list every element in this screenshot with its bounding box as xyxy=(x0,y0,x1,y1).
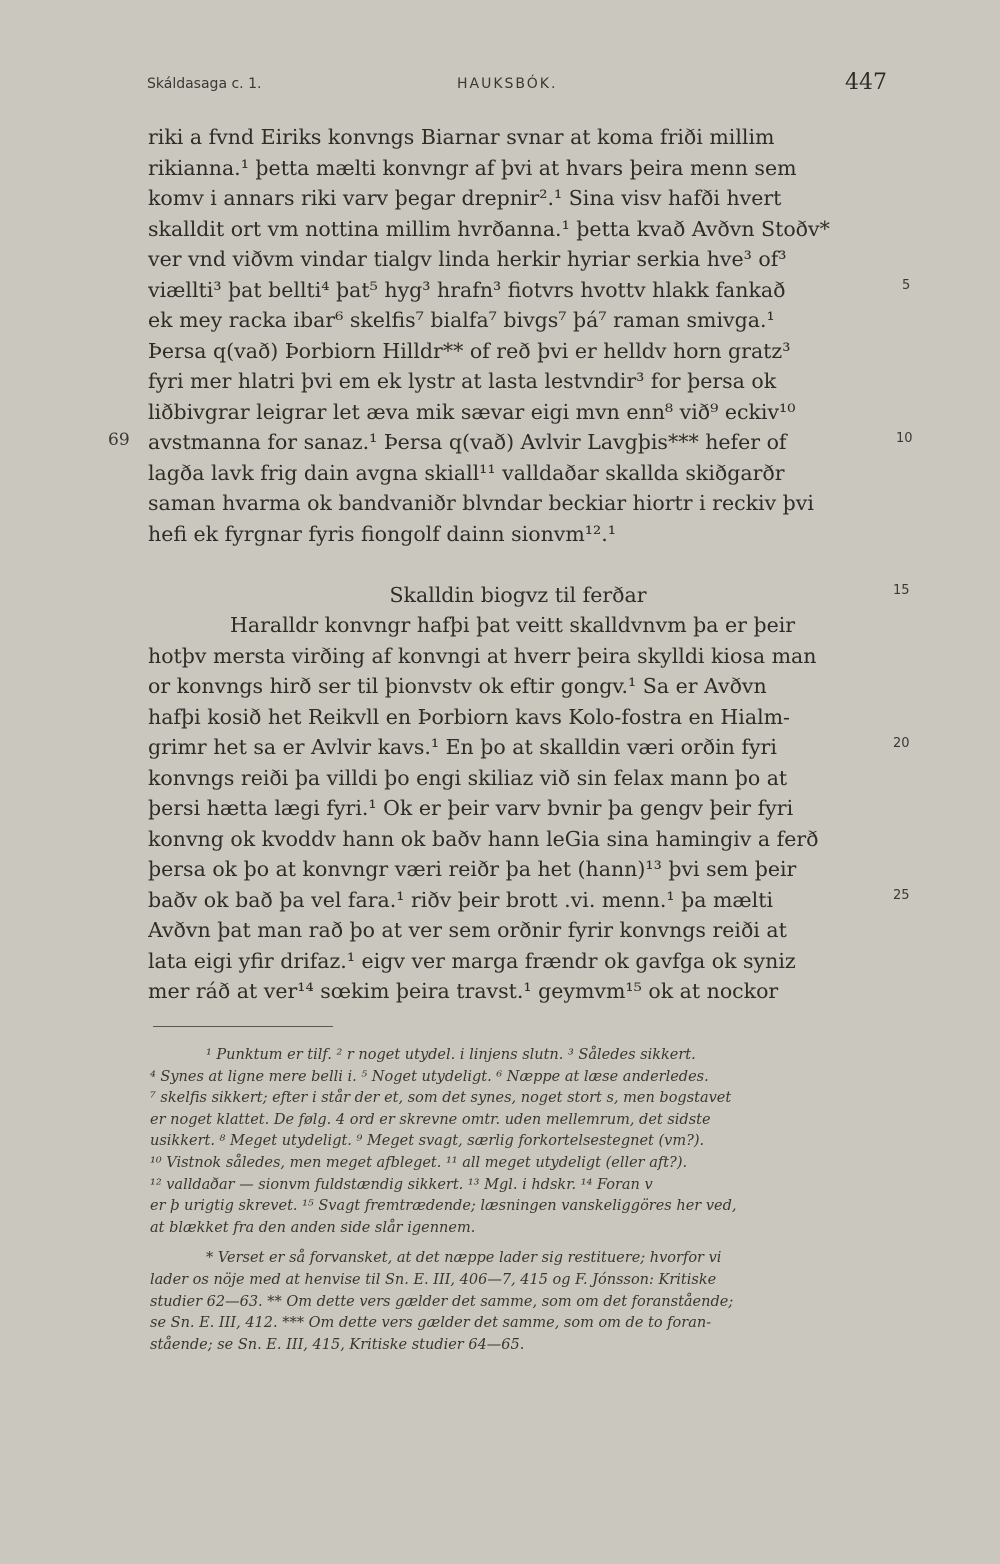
line-number: 25 xyxy=(893,888,910,903)
text-line: viællti³ þat bellti⁴ þat⁵ hyg³ hrafn³ fiotvrs hvottv hlakk fankað xyxy=(148,277,786,302)
text-line: skalldit ort vm nottina millim hvrðanna.¹ þetta kvað Avðvn Stoðv* xyxy=(148,216,830,241)
footnote-line: ¹⁰ Vistnok således, men meget afbleget. ¹¹ all meget utydeligt (eller aft?). xyxy=(150,1154,688,1171)
footnote-line: at blækket fra den anden side slår igennem. xyxy=(150,1219,476,1236)
text-line: rikianna.¹ þetta mælti konvngr af þvi at hvars þeira menn sem xyxy=(148,155,797,180)
text-line: riki a fvnd Eiriks konvngs Biarnar svnar at koma friði millim xyxy=(148,125,775,149)
text-line: þersa ok þo at konvngr væri reiðr þa het (hann)¹³ þvi sem þeir xyxy=(148,857,797,881)
section-reference: Skáldasaga c. 1. xyxy=(147,76,262,92)
footnote-line: * Verset er så forvansket, at det næppe lader sig restituere; hvorfor vi xyxy=(206,1250,722,1267)
line-number: 10 xyxy=(896,431,913,446)
text-line: Avðvn þat man rað þo at ver sem orðnir fyrir konvngs reiði at xyxy=(148,918,787,942)
footnote-line: er þ urigtig skrevet. ¹⁵ Svagt fremtrædende; læsningen vanskeliggöres her ved, xyxy=(150,1198,737,1215)
text-line: hefi ek fyrgnar fyris fiongolf dainn sionvm¹².¹ xyxy=(148,521,616,546)
text-line: fyri mer hlatri þvi em ek lystr at lasta lestvndir³ for þersa ok xyxy=(148,369,777,393)
text-line: lagða lavk frig dain avgna skiall¹¹ valldaðar skallda skiðgarðr xyxy=(148,460,785,485)
footnote-line: ⁴ Synes at ligne mere belli i. ⁵ Noget utydeligt. ⁶ Næppe at læse anderledes. xyxy=(150,1068,709,1085)
footnote-line: er noget klattet. De følg. 4 ord er skrevne omtr. uden mellemrum, det sidste xyxy=(150,1111,711,1128)
text-line: komv i annars riki varv þegar drepnir².¹ Sina visv hafði hvert xyxy=(148,186,782,210)
book-title: HAUKSBÓK. xyxy=(457,76,558,92)
text-line: saman hvarma ok bandvaniðr blvndar beckiar hiortr i reckiv þvi xyxy=(148,491,814,515)
text-line: grimr het sa er Avlvir kavs.¹ En þo at skalldin væri orðin fyri xyxy=(148,735,777,759)
footnote-line: usikkert. ⁸ Meget utydeligt. ⁹ Meget svagt, særlig forkortelsestegnet (vm?). xyxy=(150,1133,705,1150)
text-line: hafþi kosið het Reikvll en Þorbiorn kavs Kolo-fostra en Hialm- xyxy=(148,704,790,729)
footnote-line: stående; se Sn. E. III, 415, Kritiske studier 64—65. xyxy=(150,1336,525,1353)
line-number: 5 xyxy=(902,278,911,293)
line-number: 20 xyxy=(893,736,910,751)
footnote-line: ¹² valldaðar — sionvm fuldstændig sikkert. ¹³ Mgl. i hdskr. ¹⁴ Foran v xyxy=(150,1176,653,1193)
footnote-line: ¹ Punktum er tilf. ² r noget utydel. i linjens slutn. ³ Således sikkert. xyxy=(206,1047,696,1063)
text-line: konvng ok kvoddv hann ok baðv hann leGia sina hamingiv a ferð xyxy=(148,826,819,851)
text-line: mer ráð at ver¹⁴ sœkim þeira travst.¹ geymvm¹⁵ ok at nockor xyxy=(148,979,779,1003)
text-line: lata eigi yfir drifaz.¹ eigv ver marga frændr ok gavfga ok syniz xyxy=(148,948,796,973)
footnote-line: se Sn. E. III, 412. *** Om dette vers gælder det samme, som om de to foran- xyxy=(150,1315,712,1332)
line-number: 15 xyxy=(893,583,910,598)
footnote-gap xyxy=(150,1239,895,1248)
text-line: baðv ok bað þa vel fara.¹ riðv þeir brott .vi. menn.¹ þa mælti xyxy=(148,887,774,912)
blank-line xyxy=(148,549,888,580)
text-line: konvngs reiði þa villdi þo engi skiliaz við sin felax mann þo at xyxy=(148,765,788,790)
section-heading: Skalldin biogvz til ferðar xyxy=(389,582,647,607)
text-line: or konvngs hirð ser til þionvstv ok eftir gongv.¹ Sa er Avðvn xyxy=(148,674,767,698)
manuscript-page-number: 69 xyxy=(108,430,130,450)
text-line: liðbivgrar leigrar let æva mik sævar eigi mvn enn⁸ við⁹ eckiv¹⁰ xyxy=(148,399,796,424)
footnote-line: studier 62—63. ** Om dette vers gælder det samme, som om det foranstående; xyxy=(150,1293,734,1310)
text-line: hotþv mersta virðing af konvngi at hverr þeira skylldi kiosa man xyxy=(148,643,817,668)
text-line: ver vnd viðvm vindar tialgv linda herkir hyriar serkia hve³ of³ xyxy=(148,247,787,271)
page-number: 447 xyxy=(845,70,887,95)
text-line: Þersa q(vað) Þorbiorn Hilldr** of reð þvi er helldv horn gratz³ xyxy=(148,338,791,363)
footnote-rule xyxy=(153,1026,333,1027)
text-line: avstmanna for sanaz.¹ Þersa q(vað) Avlvir Lavgþis*** hefer of xyxy=(148,430,787,454)
footnotes xyxy=(150,1045,895,1356)
footnote-line: ⁷ skelfis sikkert; efter i står der et, som det synes, noget stort s, men bogstavet xyxy=(150,1090,732,1107)
text-line: Haralldr konvngr hafþi þat veitt skalldvnvm þa er þeir xyxy=(230,613,796,637)
text-line: ek mey racka ibar⁶ skelfis⁷ bialfa⁷ bivgs⁷ þá⁷ raman smivga.¹ xyxy=(148,308,775,332)
text-line: þersi hætta lægi fyri.¹ Ok er þeir varv bvnir þa gengv þeir fyri xyxy=(148,796,794,820)
main-text xyxy=(148,122,888,1007)
running-head xyxy=(147,72,887,102)
footnote-line: lader os nöje med at henvise til Sn. E. III, 406—7, 415 og F. Jónsson: Kritiske xyxy=(150,1271,717,1288)
